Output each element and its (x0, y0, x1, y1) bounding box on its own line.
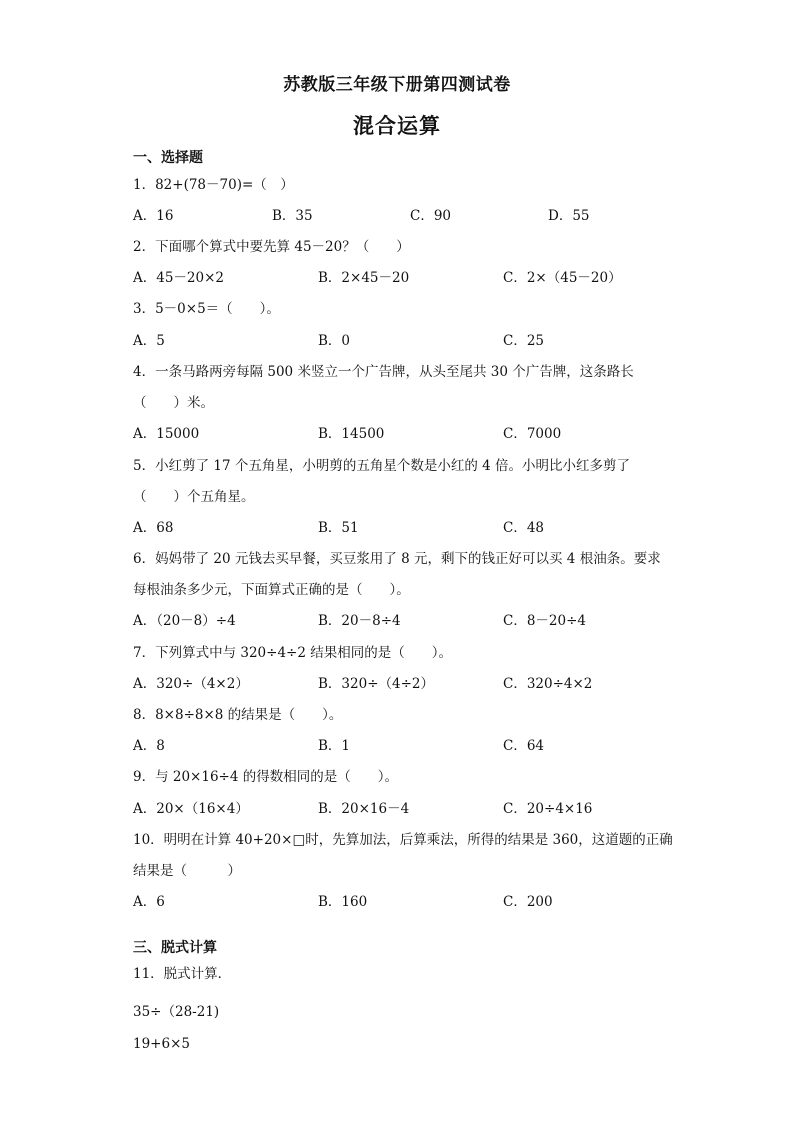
question-1: 1．82+(78－70)=（ ） (133, 177, 294, 193)
question-5: 5．小红剪了 17 个五角星，小明剪的五角星个数是小红的 4 倍。小明比小红多剪了 (133, 458, 631, 474)
option-4b: B．14500 (318, 426, 385, 442)
expression-1: 35÷（28-21) (133, 1004, 220, 1020)
option-10c: C．200 (503, 894, 553, 910)
option-7b: B．320÷（4÷2） (318, 676, 434, 692)
option-3c: C．25 (503, 333, 545, 349)
option-2b: B．2×45－20 (318, 270, 410, 286)
question-4: 4．一条马路两旁每隔 500 米竖立一个广告牌，从头至尾共 30 个广告牌，这条路长 (133, 364, 634, 380)
option-5c: C．48 (503, 520, 545, 536)
page-title: 苏教版三年级下册第四测试卷 (283, 75, 511, 95)
option-9a: A．20×（16×4） (133, 801, 249, 817)
question-10-cont: 结果是（ ） (133, 863, 241, 879)
option-2c: C．2×（45－20） (503, 270, 622, 286)
section-heading-calc: 三、脱式计算 (133, 940, 217, 956)
option-10a: A．6 (133, 894, 165, 910)
option-1a: A．16 (133, 208, 174, 224)
option-3b: B．0 (318, 333, 351, 349)
option-1c: C．90 (410, 208, 452, 224)
option-1b: B．35 (272, 208, 313, 224)
option-6c: C．8－20÷4 (503, 613, 586, 629)
question-7: 7．下列算式中与 320÷4÷2 结果相同的是（ ）。 (133, 645, 452, 661)
option-9c: C．20÷4×16 (503, 801, 593, 817)
option-8b: B．1 (318, 738, 351, 754)
question-3: 3．5－0×5＝（ ）。 (133, 301, 280, 317)
question-10: 10．明明在计算 40+20×□时，先算加法，后算乘法，所得的结果是 360，这道题的正确 (133, 832, 673, 848)
question-11: 11．脱式计算． (133, 966, 232, 982)
option-5b: B．51 (318, 520, 359, 536)
question-8: 8．8×8÷8×8 的结果是（ ）。 (133, 707, 343, 723)
option-4c: C．7000 (503, 426, 562, 442)
question-2: 2．下面哪个算式中要先算 45－20？（ ） (133, 239, 410, 255)
option-2a: A．45－20×2 (133, 270, 225, 286)
option-7a: A．320÷（4×2） (133, 676, 249, 692)
question-6-cont: 每根油条多少元，下面算式正确的是（ ）。 (133, 582, 410, 598)
option-8a: A．8 (133, 738, 165, 754)
question-5-cont: （ ）个五角星。 (133, 489, 255, 505)
question-6: 6．妈妈带了 20 元钱去买早餐，买豆浆用了 8 元，剩下的钱正好可以买 4 根油条。要求 (133, 551, 661, 567)
option-4a: A．15000 (133, 426, 200, 442)
section-heading-choice: 一、选择题 (133, 150, 203, 166)
question-9: 9．与 20×16÷4 的得数相同的是（ ）。 (133, 769, 398, 785)
option-6b: B．20－8÷4 (318, 613, 401, 629)
option-10b: B．160 (318, 894, 368, 910)
option-5a: A．68 (133, 520, 174, 536)
option-7c: C．320÷4×2 (503, 676, 593, 692)
option-3a: A．5 (133, 333, 165, 349)
option-1d: D．55 (548, 208, 590, 224)
option-6a: A．（20－8）÷4 (133, 613, 236, 629)
option-8c: C．64 (503, 738, 545, 754)
expression-2: 19+6×5 (133, 1036, 190, 1052)
option-9b: B．20×16－4 (318, 801, 410, 817)
page-subtitle: 混合运算 (353, 113, 441, 138)
question-4-cont: （ ）米。 (133, 395, 214, 411)
